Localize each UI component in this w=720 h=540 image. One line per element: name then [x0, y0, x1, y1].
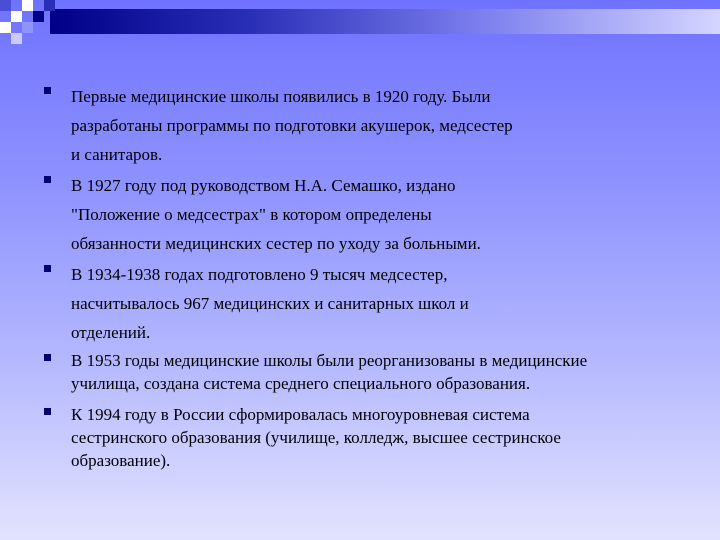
bullet-line: сестринского образования (училище, колледж, высшее сестринское	[71, 428, 561, 447]
bullet-item	[44, 82, 684, 169]
corner-square	[22, 0, 33, 11]
bullet-square-icon	[44, 87, 51, 94]
bullet-item	[44, 403, 684, 472]
corner-decoration	[0, 0, 60, 45]
corner-square	[33, 11, 44, 22]
bullet-line: В 1927 году под руководством Н.А. Семашко, издано	[71, 176, 456, 195]
bullet-line: "Положение о медсестрах" в котором определены	[71, 205, 432, 224]
bullet-line: училища, создана система среднего специального образования.	[71, 374, 531, 393]
corner-square	[0, 22, 11, 33]
bullet-line: В 1934-1938 годах подготовлено 9 тысяч медсестер,	[71, 265, 448, 284]
corner-square	[44, 0, 55, 11]
bullet-line: обязанности медицинских сестер по уходу за больными.	[71, 234, 481, 253]
bullet-item	[44, 349, 684, 395]
bullet-square-icon	[44, 354, 51, 361]
bullet-line: отделений.	[71, 323, 151, 342]
bullet-square-icon	[44, 408, 51, 415]
corner-square	[11, 33, 22, 44]
bullet-line: разработаны программы по подготовки акушерок, медсестер	[71, 116, 513, 135]
bullet-item	[44, 260, 684, 347]
bullet-line: В 1953 годы медицинские школы были реорганизованы в медицинские	[71, 351, 588, 370]
corner-square	[0, 0, 11, 11]
title-bar-gradient	[50, 9, 720, 34]
bullet-line: насчитывалось 967 медицинских и санитарных школ и	[71, 294, 469, 313]
corner-square	[11, 11, 22, 22]
bullet-item	[44, 171, 684, 258]
bullet-line: Первые медицинские школы появились в 1920 году. Были	[71, 87, 491, 106]
bullet-square-icon	[44, 176, 51, 183]
bullet-line: и санитаров.	[71, 145, 163, 164]
bullet-line: образование).	[71, 451, 171, 470]
bullet-line: К 1994 году в России сформировалась многоуровневая система	[71, 405, 530, 424]
corner-square	[22, 22, 33, 33]
bullet-square-icon	[44, 265, 51, 272]
slide-content	[44, 82, 684, 480]
